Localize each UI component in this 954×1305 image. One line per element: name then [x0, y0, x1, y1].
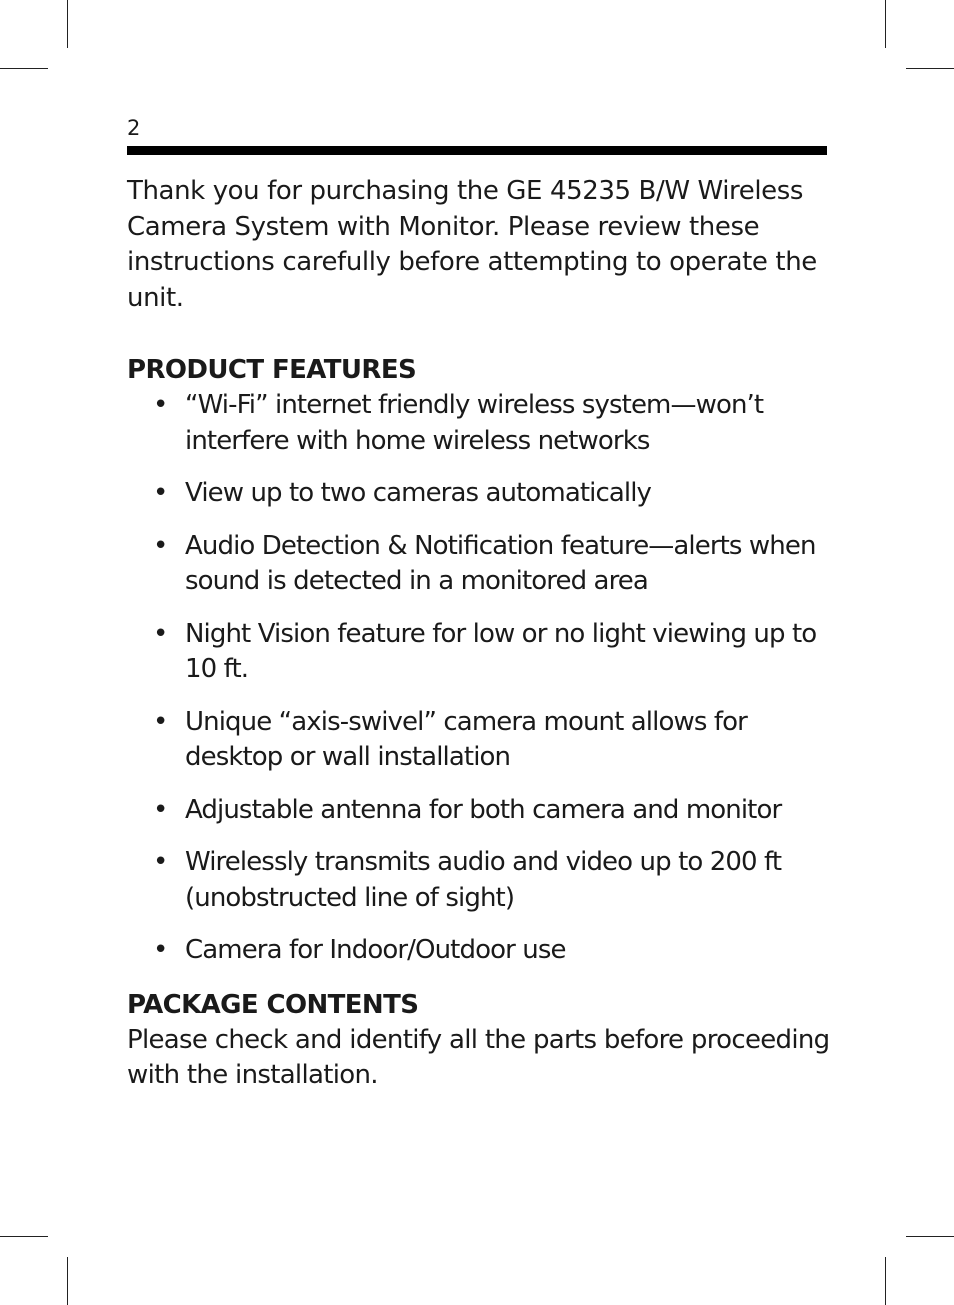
feature-item — [127, 388, 832, 459]
bullet-icon: • — [153, 935, 168, 965]
crop-mark-bottom-left-horizontal — [0, 1236, 48, 1237]
product-features-list — [127, 388, 832, 969]
crop-mark-bottom-right-horizontal — [906, 1236, 954, 1237]
header-rule — [127, 146, 827, 155]
feature-item — [127, 705, 832, 776]
bullet-icon: • — [153, 847, 168, 877]
crop-mark-bottom-left-vertical — [67, 1257, 68, 1305]
crop-mark-top-left-horizontal — [0, 68, 48, 69]
crop-mark-top-right-horizontal — [906, 68, 954, 69]
bullet-icon: • — [153, 530, 168, 561]
feature-item — [127, 529, 832, 600]
feature-item — [127, 617, 832, 688]
bullet-icon: • — [153, 618, 168, 649]
feature-text: Unique “axis-swivel” camera mount allows for desktop or wall installation — [185, 706, 747, 772]
crop-mark-top-left-vertical — [67, 0, 68, 48]
page-content — [127, 174, 832, 1094]
crop-mark-bottom-right-vertical — [885, 1257, 886, 1305]
feature-text: Wirelessly transmits audio and video up to 200 ft (unobstructed line of sight) — [185, 847, 782, 913]
feature-text: “Wi-Fi” internet friendly wireless system—won’t interfere with home wireless networks — [185, 390, 764, 456]
bullet-icon: • — [153, 706, 168, 737]
package-contents-heading: PACKAGE CONTENTS — [127, 989, 419, 1020]
feature-text: Camera for Indoor/Outdoor use — [185, 935, 566, 965]
feature-text: View up to two cameras automatically — [185, 478, 652, 508]
bullet-icon: • — [153, 478, 168, 508]
feature-text: Audio Detection & Notiﬁcation feature—alerts when sound is detected in a monitored area — [185, 530, 816, 596]
feature-item — [127, 933, 832, 969]
page-number: 2 — [127, 116, 141, 140]
feature-item — [127, 793, 832, 829]
product-features-heading: PRODUCT FEATURES — [127, 355, 417, 385]
bullet-icon: • — [153, 794, 168, 825]
feature-item — [127, 845, 832, 916]
feature-text: Night Vision feature for low or no light viewing up to 10 ft. — [185, 618, 817, 684]
intro-paragraph: Thank you for purchasing the GE 45235 B/W Wireless Camera System with Monitor. Please review these instructions carefully before attempting to operate the unit. — [127, 176, 817, 313]
crop-mark-top-right-vertical — [885, 0, 886, 48]
package-contents-text: Please check and identify all the parts before proceeding with the installation. — [127, 1024, 830, 1090]
feature-text: Adjustable antenna for both camera and monitor — [185, 794, 782, 825]
bullet-icon: • — [153, 390, 168, 420]
feature-item — [127, 476, 832, 512]
